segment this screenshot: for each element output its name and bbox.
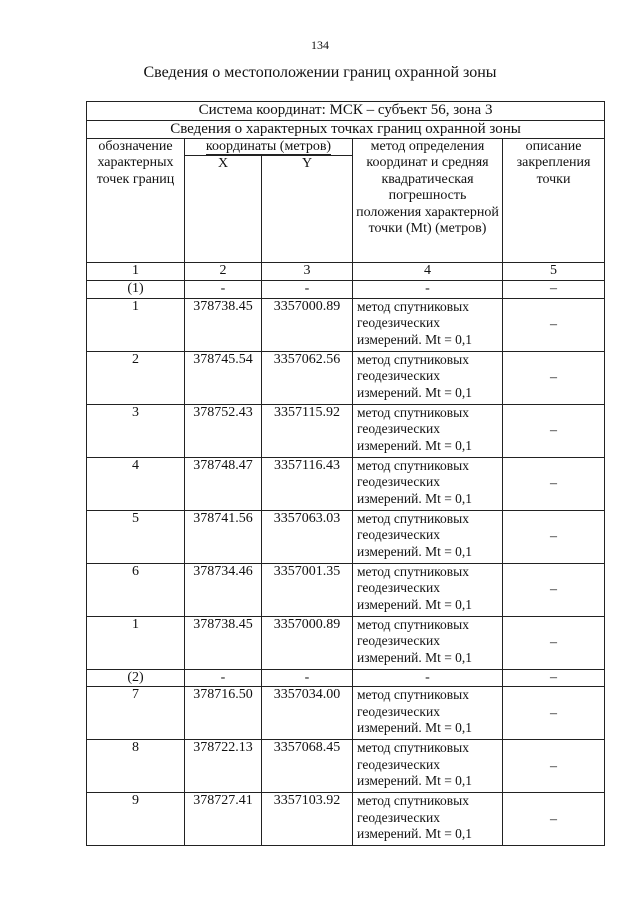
method-description: метод спутниковых геодезических измерений. Mt = 0,1: [353, 687, 503, 740]
fixing-description: –: [503, 298, 605, 351]
column-number: 1: [87, 263, 185, 281]
boundary-points-table: [86, 101, 605, 846]
table-row: [87, 616, 605, 669]
group-label: (1): [87, 281, 185, 299]
point-designation: 7: [87, 687, 185, 740]
page-number: 134: [311, 38, 329, 52]
header-row: [87, 138, 605, 156]
group-row: [87, 281, 605, 299]
table-row: [87, 404, 605, 457]
group-method: -: [353, 669, 503, 687]
table-body: [87, 102, 605, 846]
method-description: метод спутниковых геодезических измерений. Mt = 0,1: [353, 793, 503, 846]
coordinate-y: 3357115.92: [262, 404, 353, 457]
coordinate-y: 3357103.92: [262, 793, 353, 846]
header-x: X: [185, 156, 262, 263]
coordinate-y: 3357000.89: [262, 616, 353, 669]
group-description: –: [503, 669, 605, 687]
coordinate-x: 378734.46: [185, 563, 262, 616]
coordinate-y: 3357034.00: [262, 687, 353, 740]
coordinate-y: 3357000.89: [262, 298, 353, 351]
header-coordinates-label: координаты (метров): [205, 138, 332, 154]
point-designation: 3: [87, 404, 185, 457]
table-row: [87, 457, 605, 510]
column-number: 2: [185, 263, 262, 281]
point-designation: 5: [87, 510, 185, 563]
section-title-cell: Сведения о характерных точках границ охранной зоны: [87, 121, 605, 139]
group-description: –: [503, 281, 605, 299]
table-row: [87, 687, 605, 740]
point-designation: 9: [87, 793, 185, 846]
group-x: -: [185, 669, 262, 687]
coordinate-x: 378752.43: [185, 404, 262, 457]
fixing-description: –: [503, 616, 605, 669]
table-row: [87, 510, 605, 563]
fixing-description: –: [503, 793, 605, 846]
method-description: метод спутниковых геодезических измерений. Mt = 0,1: [353, 351, 503, 404]
group-y: -: [262, 281, 353, 299]
group-method: -: [353, 281, 503, 299]
method-description: метод спутниковых геодезических измерений. Mt = 0,1: [353, 616, 503, 669]
coordinate-x: 378738.45: [185, 616, 262, 669]
header-point-designation: обозначение характерных точек границ: [87, 138, 185, 263]
point-designation: 6: [87, 563, 185, 616]
fixing-description: –: [503, 457, 605, 510]
coordinate-x: 378741.56: [185, 510, 262, 563]
point-designation: 1: [87, 616, 185, 669]
column-number: 4: [353, 263, 503, 281]
method-description: метод спутниковых геодезических измерений. Mt = 0,1: [353, 298, 503, 351]
fixing-description: –: [503, 740, 605, 793]
point-designation: 8: [87, 740, 185, 793]
coord-system-row: [87, 102, 605, 121]
coord-system-cell: Система координат: МСК – субъект 56, зона 3: [87, 102, 605, 121]
fixing-description: –: [503, 351, 605, 404]
point-designation: 2: [87, 351, 185, 404]
table-row: [87, 298, 605, 351]
coordinate-x: 378745.54: [185, 351, 262, 404]
table-row: [87, 351, 605, 404]
point-designation: 4: [87, 457, 185, 510]
table-row: [87, 740, 605, 793]
method-description: метод спутниковых геодезических измерений. Mt = 0,1: [353, 457, 503, 510]
document-title: Сведения о местоположении границ охранной зоны: [143, 64, 497, 81]
method-description: метод спутниковых геодезических измерений. Mt = 0,1: [353, 510, 503, 563]
coordinate-x: 378716.50: [185, 687, 262, 740]
table-row: [87, 793, 605, 846]
group-label: (2): [87, 669, 185, 687]
table-row: [87, 563, 605, 616]
column-number: 3: [262, 263, 353, 281]
column-number: 5: [503, 263, 605, 281]
method-description: метод спутниковых геодезических измерений. Mt = 0,1: [353, 563, 503, 616]
coordinate-y: 3357063.03: [262, 510, 353, 563]
header-y: Y: [262, 156, 353, 263]
method-description: метод спутниковых геодезических измерений. Mt = 0,1: [353, 404, 503, 457]
group-row: [87, 669, 605, 687]
method-description: метод спутниковых геодезических измерений. Mt = 0,1: [353, 740, 503, 793]
coordinate-y: 3357068.45: [262, 740, 353, 793]
coordinate-x: 378727.41: [185, 793, 262, 846]
coordinate-x: 378738.45: [185, 298, 262, 351]
fixing-description: –: [503, 563, 605, 616]
point-designation: 1: [87, 298, 185, 351]
coordinate-y: 3357116.43: [262, 457, 353, 510]
coordinate-x: 378722.13: [185, 740, 262, 793]
header-description: описание закрепления точки: [503, 138, 605, 263]
coordinate-y: 3357001.35: [262, 563, 353, 616]
column-numbers-row: [87, 263, 605, 281]
coordinate-y: 3357062.56: [262, 351, 353, 404]
group-x: -: [185, 281, 262, 299]
header-coordinates: [185, 138, 353, 156]
fixing-description: –: [503, 510, 605, 563]
coordinate-x: 378748.47: [185, 457, 262, 510]
header-method: метод определения координат и средняя квадратическая погрешность положения характерной точки (Mt) (метров): [353, 138, 503, 263]
section-title-row: [87, 121, 605, 139]
fixing-description: –: [503, 687, 605, 740]
group-y: -: [262, 669, 353, 687]
fixing-description: –: [503, 404, 605, 457]
